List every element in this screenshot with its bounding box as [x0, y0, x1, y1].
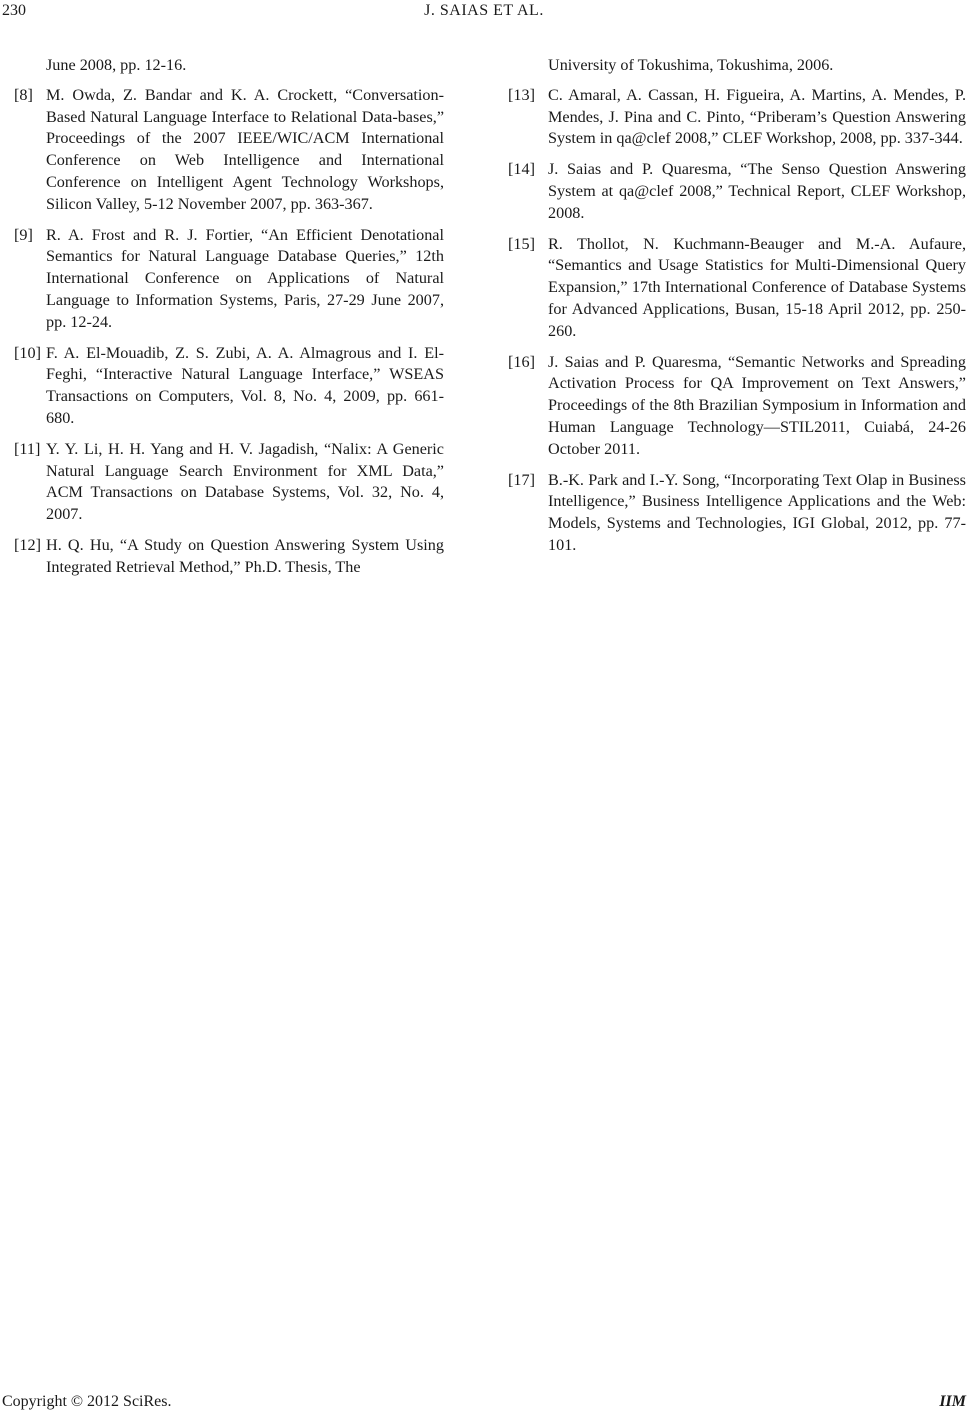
reference-text: R. A. Frost and R. J. Fortier, “An Efficient Denotational Semantics for Natural Language Database Queries,” 12th International Conference on Applications of Natural Language to Information Systems, Paris, 27-29 June 2007, pp. 12-24.: [46, 225, 444, 331]
reference-number: [15]: [508, 234, 535, 253]
reference-continuation: June 2008, pp. 12-16.: [46, 56, 187, 74]
reference-text: R. Thollot, N. Kuchmann-Beauger and M.-A. Aufaure, “Semantics and Usage Statistics for Multi-Dimensional Query Expansion,” 17th International Conference of Database Systems for Advanced Applications, Busan, 15-18 April 2012, pp. 250-260.: [548, 234, 966, 340]
reference-text: M. Owda, Z. Bandar and K. A. Crockett, “Conversation-Based Natural Language Interface to Relational Data-bases,” Proceedings of the 2007 IEEE/WIC/ACM International Conference on Web Intelligence and International Conference on Intelligent Agent Technology Workshops, Silicon Valley, 5-12 November 2007, pp. 363-367.: [46, 85, 444, 213]
reference-text: H. Q. Hu, “A Study on Question Answering System Using Integrated Retrieval Method,” Ph.D. Thesis, The: [46, 535, 444, 576]
reference-text: J. Saias and P. Quaresma, “Semantic Networks and Spreading Activation Process for QA Improvement on Text Answers,” Proceedings of the 8th Brazilian Symposium in Information and Human Language Technology—STIL2011, Cuiabá, 24-26 October 2011.: [548, 352, 966, 458]
journal-abbreviation: IIM: [939, 1393, 966, 1410]
reference-item: [508, 234, 966, 343]
running-title: J. SAIAS ET AL.: [424, 2, 544, 19]
reference-text: C. Amaral, A. Cassan, H. Figueira, A. Martins, A. Mendes, P. Mendes, J. Pina and C. Pinto, “Priberam’s Question Answering System in qa@clef 2008,” CLEF Workshop, 2008, pp. 337-344.: [548, 85, 966, 148]
reference-item: [14, 85, 444, 216]
reference-number: [14]: [508, 160, 535, 179]
left-column: [14, 55, 444, 588]
reference-text: J. Saias and P. Quaresma, “The Senso Question Answering System at qa@clef 2008,” Technical Report, CLEF Workshop, 2008.: [548, 160, 966, 222]
reference-number: [9]: [14, 225, 33, 244]
reference-item: [508, 470, 966, 557]
reference-text: F. A. El-Mouadib, Z. S. Zubi, A. A. Almagrous and I. El-Feghi, “Interactive Natural Language Interface,” WSEAS Transactions on Computers, Vol. 8, No. 4, 2009, pp. 661-680.: [46, 343, 444, 427]
reference-text: B.-K. Park and I.-Y. Song, “Incorporating Text Olap in Business Intelligence,” Business Intelligence Applications and the Web: Models, Systems and Technologies, IGI Global, 2012, pp. 77-101.: [548, 470, 966, 554]
reference-item: [14, 343, 444, 430]
reference-number: [16]: [508, 352, 535, 371]
reference-number: [8]: [14, 85, 33, 104]
reference-continuation: University of Tokushima, Tokushima, 2006.: [548, 56, 834, 74]
reference-text: Y. Y. Li, H. H. Yang and H. V. Jagadish, “Nalix: A Generic Natural Language Search Environment for XML Data,” ACM Transactions on Database Systems, Vol. 32, No. 4, 2007.: [46, 439, 444, 524]
reference-item: [14, 225, 444, 334]
copyright-notice: Copyright © 2012 SciRes.: [2, 1393, 172, 1410]
reference-item: [508, 85, 966, 150]
right-column: [508, 55, 966, 566]
reference-item: [508, 352, 966, 461]
reference-item: [508, 159, 966, 224]
reference-number: [13]: [508, 85, 535, 104]
reference-number: [11]: [14, 439, 41, 458]
reference-number: [12]: [14, 535, 41, 554]
page-header: [2, 2, 966, 28]
reference-number: [17]: [508, 470, 535, 489]
reference-item: [14, 535, 444, 579]
reference-item: [14, 439, 444, 526]
page-number: 230: [2, 2, 26, 19]
reference-number: [10]: [14, 343, 41, 362]
